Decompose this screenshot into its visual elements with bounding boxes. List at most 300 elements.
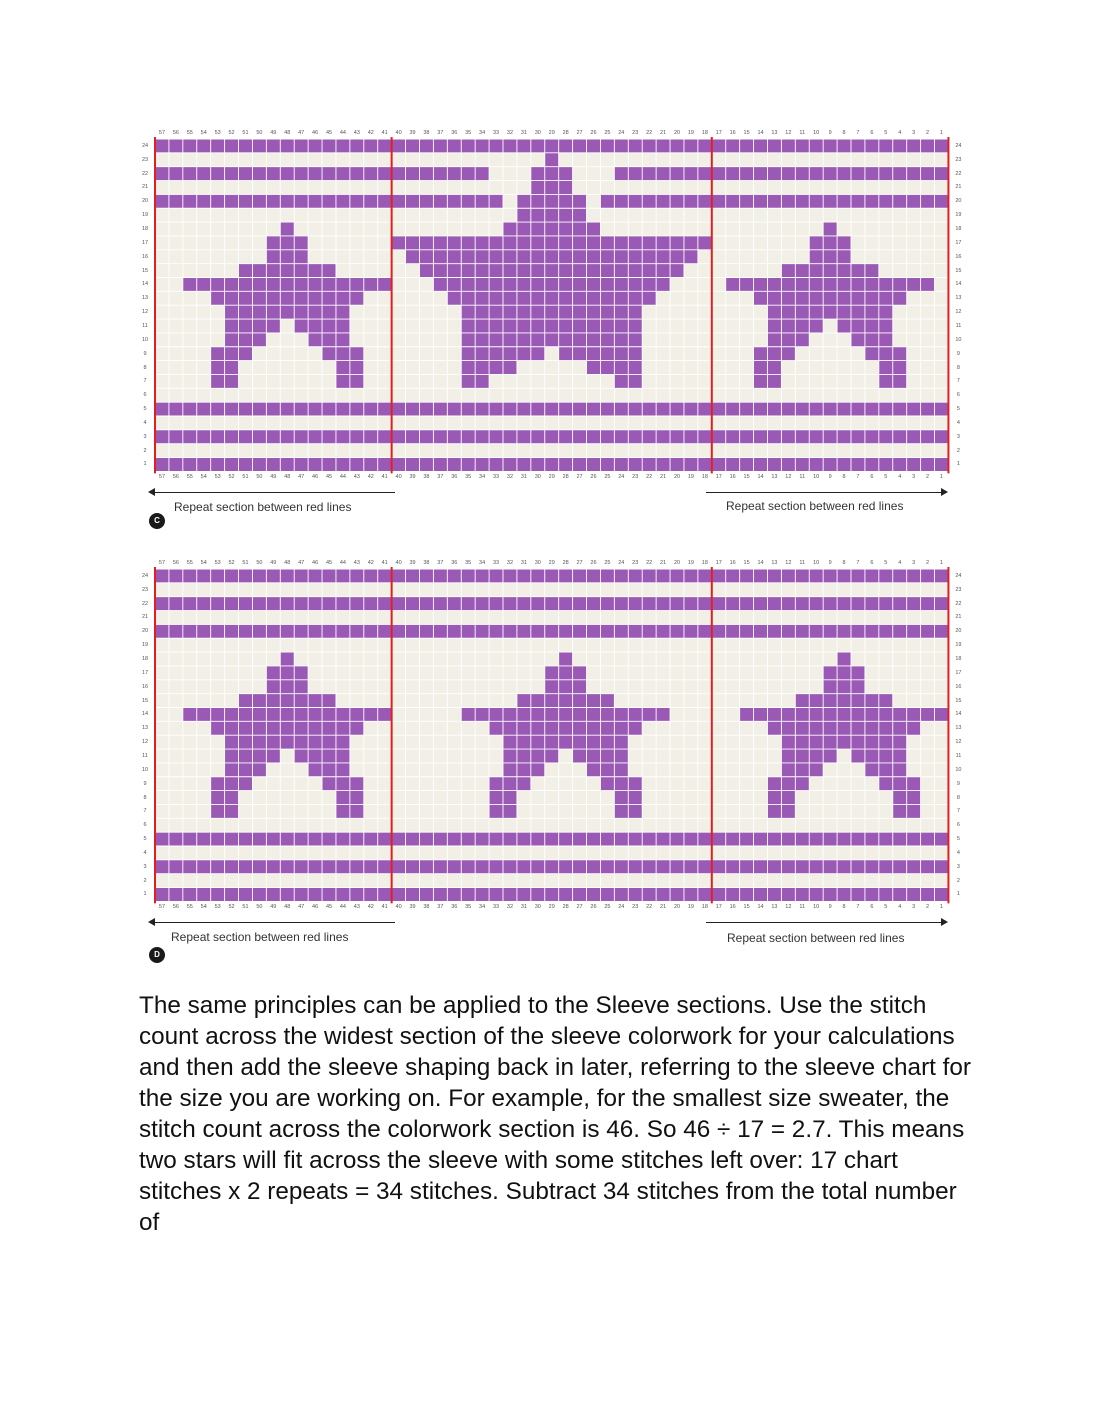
stitch-cell — [350, 708, 364, 722]
stitch-cell — [183, 139, 197, 153]
stitch-cell — [879, 749, 893, 763]
stitch-cell — [614, 374, 628, 388]
stitch-cell — [851, 569, 865, 583]
stitch-cell — [531, 832, 545, 846]
stitch-cell — [559, 333, 573, 347]
stitch-cell — [823, 735, 837, 749]
stitch-cell — [252, 708, 266, 722]
column-number-top: 8 — [842, 560, 846, 566]
stitch-cell — [809, 167, 823, 181]
stitch-cell — [489, 458, 503, 472]
stitch-cell — [322, 319, 336, 333]
repeat-label-left: Repeat section between red lines — [174, 500, 352, 514]
stitch-cell — [211, 569, 225, 583]
stitch-cell — [823, 402, 837, 416]
stitch-cell — [837, 652, 851, 666]
stitch-cell — [489, 361, 503, 375]
stitch-cell — [183, 430, 197, 444]
stitch-cell — [350, 569, 364, 583]
stitch-cell — [767, 832, 781, 846]
stitch-cell — [225, 402, 239, 416]
stitch-cell — [600, 333, 614, 347]
stitch-cell — [517, 624, 531, 638]
stitch-cell — [517, 694, 531, 708]
stitch-cell — [406, 167, 420, 181]
stitch-cell — [698, 194, 712, 208]
stitch-cell — [322, 860, 336, 874]
stitch-cell — [851, 749, 865, 763]
stitch-cell — [169, 458, 183, 472]
stitch-cell — [823, 680, 837, 694]
stitch-cell — [907, 430, 921, 444]
stitch-cell — [587, 139, 601, 153]
stitch-cell — [670, 264, 684, 278]
stitch-cell — [767, 721, 781, 735]
stitch-cell — [336, 319, 350, 333]
stitch-cell — [308, 860, 322, 874]
stitch-cell — [211, 430, 225, 444]
stitch-cell — [573, 278, 587, 292]
column-number-bottom: 4 — [898, 474, 902, 481]
stitch-cell — [378, 278, 392, 292]
stitch-cell — [239, 430, 253, 444]
stitch-cell — [322, 832, 336, 846]
stitch-cell — [531, 319, 545, 333]
stitch-cell — [266, 167, 280, 181]
stitch-cell — [503, 430, 517, 444]
column-number-top: 13 — [771, 560, 778, 566]
stitch-cell — [907, 721, 921, 735]
stitch-cell — [781, 458, 795, 472]
stitch-cell — [447, 291, 461, 305]
stitch-cell — [280, 624, 294, 638]
stitch-cell — [531, 222, 545, 236]
stitch-cell — [531, 347, 545, 361]
stitch-cell — [809, 721, 823, 735]
stitch-cell — [322, 139, 336, 153]
stitch-cell — [531, 749, 545, 763]
column-number-bottom: 34 — [479, 474, 486, 481]
stitch-cell — [642, 250, 656, 264]
stitch-cell — [781, 860, 795, 874]
stitch-cell — [573, 305, 587, 319]
stitch-cell — [851, 832, 865, 846]
stitch-cell — [573, 236, 587, 250]
stitch-cell — [823, 832, 837, 846]
stitch-cell — [531, 250, 545, 264]
stitch-cell — [183, 597, 197, 611]
stitch-cell — [503, 458, 517, 472]
stitch-cell — [781, 735, 795, 749]
stitch-cell — [614, 167, 628, 181]
stitch-cell — [197, 708, 211, 722]
stitch-cell — [754, 569, 768, 583]
stitch-cell — [614, 194, 628, 208]
column-number-top: 3 — [912, 130, 916, 136]
stitch-cell — [670, 832, 684, 846]
column-number-bottom: 7 — [856, 474, 860, 481]
stitch-cell — [935, 194, 949, 208]
row-number-right: 8 — [956, 364, 960, 371]
stitch-cell — [559, 666, 573, 680]
column-number-bottom: 42 — [367, 474, 374, 481]
stitch-cell — [211, 167, 225, 181]
stitch-cell — [461, 139, 475, 153]
stitch-cell — [503, 347, 517, 361]
stitch-cell — [559, 278, 573, 292]
column-number-bottom: 18 — [701, 904, 708, 911]
column-number-top: 5 — [884, 130, 888, 136]
stitch-cell — [406, 860, 420, 874]
stitch-cell — [239, 735, 253, 749]
stitch-cell — [545, 721, 559, 735]
row-number-right: 21 — [955, 184, 962, 191]
stitch-cell — [559, 458, 573, 472]
column-number-top: 9 — [828, 130, 832, 136]
column-number-bottom: 27 — [576, 474, 583, 481]
stitch-cell — [364, 597, 378, 611]
stitch-cell — [837, 666, 851, 680]
stitch-cell — [935, 888, 949, 902]
stitch-cell — [781, 804, 795, 818]
stitch-cell — [670, 624, 684, 638]
column-number-top: 21 — [660, 130, 667, 136]
column-number-bottom: 49 — [270, 474, 277, 481]
column-number-top: 49 — [270, 560, 277, 566]
stitch-cell — [851, 694, 865, 708]
stitch-cell — [225, 194, 239, 208]
stitch-cell — [531, 708, 545, 722]
stitch-cell — [545, 194, 559, 208]
row-number-left: 22 — [141, 600, 149, 607]
stitch-cell — [406, 250, 420, 264]
stitch-cell — [781, 791, 795, 805]
column-number-top: 48 — [284, 560, 291, 566]
stitch-cell — [587, 430, 601, 444]
stitch-cell — [280, 458, 294, 472]
stitch-cell — [573, 208, 587, 222]
stitch-cell — [573, 888, 587, 902]
column-number-top: 18 — [701, 560, 708, 566]
stitch-cell — [893, 791, 907, 805]
stitch-cell — [503, 250, 517, 264]
stitch-cell — [823, 278, 837, 292]
stitch-cell — [614, 860, 628, 874]
stitch-cell — [336, 347, 350, 361]
stitch-cell — [252, 139, 266, 153]
column-number-bottom: 36 — [451, 474, 458, 481]
stitch-cell — [642, 167, 656, 181]
column-number-top: 53 — [214, 130, 221, 136]
stitch-cell — [350, 361, 364, 375]
stitch-cell — [461, 291, 475, 305]
stitch-cell — [308, 763, 322, 777]
stitch-cell — [767, 319, 781, 333]
stitch-cell — [573, 333, 587, 347]
column-number-top: 55 — [186, 130, 193, 136]
column-number-top: 2 — [926, 560, 930, 566]
stitch-cell — [322, 888, 336, 902]
stitch-cell — [517, 721, 531, 735]
stitch-cell — [907, 860, 921, 874]
stitch-cell — [781, 708, 795, 722]
stitch-cell — [573, 222, 587, 236]
stitch-cell — [726, 860, 740, 874]
stitch-cell — [921, 167, 935, 181]
stitch-cell — [308, 305, 322, 319]
stitch-cell — [392, 860, 406, 874]
stitch-cell — [614, 333, 628, 347]
stitch-cell — [225, 735, 239, 749]
stitch-cell — [809, 139, 823, 153]
stitch-cell — [893, 291, 907, 305]
stitch-cell — [642, 597, 656, 611]
stitch-cell — [461, 624, 475, 638]
stitch-cell — [823, 597, 837, 611]
stitch-cell — [795, 139, 809, 153]
column-number-top: 52 — [228, 560, 235, 566]
stitch-cell — [600, 402, 614, 416]
stitch-cell — [587, 264, 601, 278]
stitch-cell — [670, 597, 684, 611]
stitch-cell — [935, 624, 949, 638]
stitch-cell — [935, 860, 949, 874]
stitch-cell — [795, 402, 809, 416]
stitch-cell — [795, 777, 809, 791]
column-number-bottom: 40 — [395, 474, 402, 481]
column-number-bottom: 36 — [451, 904, 458, 911]
stitch-cell — [517, 222, 531, 236]
column-number-bottom: 24 — [618, 474, 625, 481]
stitch-cell — [378, 860, 392, 874]
column-number-bottom: 48 — [284, 474, 291, 481]
stitch-cell — [907, 139, 921, 153]
stitch-cell — [239, 888, 253, 902]
stitch-cell — [823, 167, 837, 181]
stitch-cell — [559, 888, 573, 902]
stitch-cell — [851, 291, 865, 305]
stitch-cell — [225, 361, 239, 375]
stitch-cell — [628, 597, 642, 611]
row-number-left: 16 — [141, 253, 149, 260]
stitch-cell — [433, 402, 447, 416]
stitch-cell — [252, 832, 266, 846]
stitch-cell — [406, 832, 420, 846]
stitch-cell — [726, 194, 740, 208]
column-number-bottom: 54 — [200, 474, 207, 481]
stitch-cell — [433, 624, 447, 638]
stitch-cell — [642, 264, 656, 278]
stitch-cell — [851, 139, 865, 153]
stitch-cell — [419, 402, 433, 416]
stitch-cell — [823, 694, 837, 708]
row-number-left: 14 — [141, 711, 149, 718]
row-number-left: 21 — [141, 184, 149, 191]
stitch-cell — [475, 832, 489, 846]
stitch-cell — [336, 749, 350, 763]
stitch-cell — [656, 860, 670, 874]
stitch-cell — [475, 860, 489, 874]
column-number-top: 52 — [228, 130, 235, 136]
stitch-cell — [767, 374, 781, 388]
stitch-cell — [879, 624, 893, 638]
stitch-cell — [378, 139, 392, 153]
stitch-cell — [364, 458, 378, 472]
stitch-cell — [545, 222, 559, 236]
stitch-cell — [545, 278, 559, 292]
stitch-cell — [642, 194, 656, 208]
stitch-cell — [837, 278, 851, 292]
stitch-cell — [155, 860, 169, 874]
column-number-bottom: 56 — [172, 474, 179, 481]
stitch-cell — [893, 763, 907, 777]
column-number-top: 43 — [353, 130, 360, 136]
stitch-cell — [155, 430, 169, 444]
stitch-cell — [280, 194, 294, 208]
stitch-cell — [726, 624, 740, 638]
column-number-top: 6 — [870, 560, 874, 566]
stitch-cell — [726, 569, 740, 583]
stitch-cell — [378, 402, 392, 416]
stitch-cell — [252, 458, 266, 472]
row-number-right: 19 — [955, 642, 962, 649]
stitch-cell — [169, 860, 183, 874]
stitch-cell — [726, 139, 740, 153]
stitch-cell — [503, 860, 517, 874]
stitch-cell — [781, 319, 795, 333]
stitch-cell — [712, 430, 726, 444]
stitch-cell — [197, 458, 211, 472]
stitch-cell — [197, 430, 211, 444]
column-number-bottom: 53 — [214, 474, 221, 481]
stitch-cell — [559, 624, 573, 638]
stitch-cell — [600, 888, 614, 902]
stitch-cell — [587, 402, 601, 416]
column-number-bottom: 41 — [381, 904, 388, 911]
stitch-cell — [294, 888, 308, 902]
stitch-cell — [336, 721, 350, 735]
stitch-cell — [921, 708, 935, 722]
stitch-cell — [600, 777, 614, 791]
row-number-left: 11 — [142, 322, 148, 329]
column-number-bottom: 25 — [604, 474, 611, 481]
stitch-cell — [252, 167, 266, 181]
column-number-top: 4 — [898, 560, 902, 566]
chart-d — [0, 553, 1100, 965]
stitch-cell — [921, 278, 935, 292]
stitch-cell — [600, 597, 614, 611]
stitch-cell — [559, 347, 573, 361]
stitch-cell — [684, 860, 698, 874]
stitch-cell — [851, 708, 865, 722]
stitch-cell — [823, 291, 837, 305]
stitch-cell — [879, 694, 893, 708]
stitch-cell — [489, 139, 503, 153]
stitch-cell — [879, 374, 893, 388]
column-number-top: 55 — [186, 560, 193, 566]
stitch-cell — [559, 139, 573, 153]
stitch-cell — [781, 832, 795, 846]
stitch-cell — [545, 597, 559, 611]
row-number-left: 20 — [141, 628, 149, 635]
stitch-cell — [531, 208, 545, 222]
row-number-right: 17 — [955, 239, 962, 246]
stitch-cell — [531, 305, 545, 319]
stitch-cell — [336, 777, 350, 791]
stitch-cell — [266, 569, 280, 583]
stitch-cell — [447, 167, 461, 181]
stitch-cell — [350, 458, 364, 472]
stitch-cell — [266, 624, 280, 638]
stitch-cell — [545, 694, 559, 708]
column-number-bottom: 14 — [757, 474, 764, 481]
stitch-cell — [545, 139, 559, 153]
stitch-cell — [336, 402, 350, 416]
stitch-cell — [503, 139, 517, 153]
stitch-cell — [211, 402, 225, 416]
stitch-cell — [225, 458, 239, 472]
row-number-left: 4 — [143, 419, 147, 426]
column-number-bottom: 52 — [228, 904, 235, 911]
stitch-cell — [587, 888, 601, 902]
column-number-top: 41 — [381, 560, 388, 566]
stitch-cell — [837, 250, 851, 264]
stitch-cell — [823, 458, 837, 472]
stitch-cell — [781, 347, 795, 361]
column-number-bottom: 50 — [256, 474, 263, 481]
stitch-cell — [517, 777, 531, 791]
row-number-left: 15 — [141, 697, 149, 704]
stitch-cell — [600, 624, 614, 638]
stitch-cell — [823, 194, 837, 208]
stitch-cell — [893, 832, 907, 846]
stitch-cell — [280, 666, 294, 680]
column-number-bottom: 43 — [353, 474, 360, 481]
stitch-cell — [767, 777, 781, 791]
stitch-cell — [266, 888, 280, 902]
row-number-right: 5 — [956, 406, 960, 413]
stitch-cell — [767, 430, 781, 444]
column-number-top: 42 — [367, 560, 374, 566]
stitch-cell — [837, 305, 851, 319]
column-number-bottom: 18 — [701, 474, 708, 481]
row-number-left: 5 — [143, 836, 147, 843]
stitch-cell — [364, 167, 378, 181]
column-number-bottom: 33 — [492, 904, 500, 911]
stitch-cell — [587, 236, 601, 250]
stitch-cell — [280, 652, 294, 666]
stitch-cell — [211, 347, 225, 361]
column-number-top: 51 — [242, 560, 249, 566]
column-number-top: 38 — [423, 560, 430, 566]
stitch-cell — [698, 569, 712, 583]
stitch-cell — [865, 888, 879, 902]
stitch-cell — [642, 458, 656, 472]
stitch-cell — [935, 597, 949, 611]
stitch-cell — [712, 832, 726, 846]
stitch-cell — [489, 194, 503, 208]
stitch-cell — [392, 139, 406, 153]
column-number-top: 40 — [395, 560, 402, 566]
stitch-cell — [837, 167, 851, 181]
stitch-cell — [350, 804, 364, 818]
stitch-cell — [795, 694, 809, 708]
stitch-cell — [280, 139, 294, 153]
column-number-top: 7 — [856, 560, 860, 566]
stitch-cell — [392, 597, 406, 611]
stitch-cell — [614, 777, 628, 791]
stitch-cell — [239, 291, 253, 305]
